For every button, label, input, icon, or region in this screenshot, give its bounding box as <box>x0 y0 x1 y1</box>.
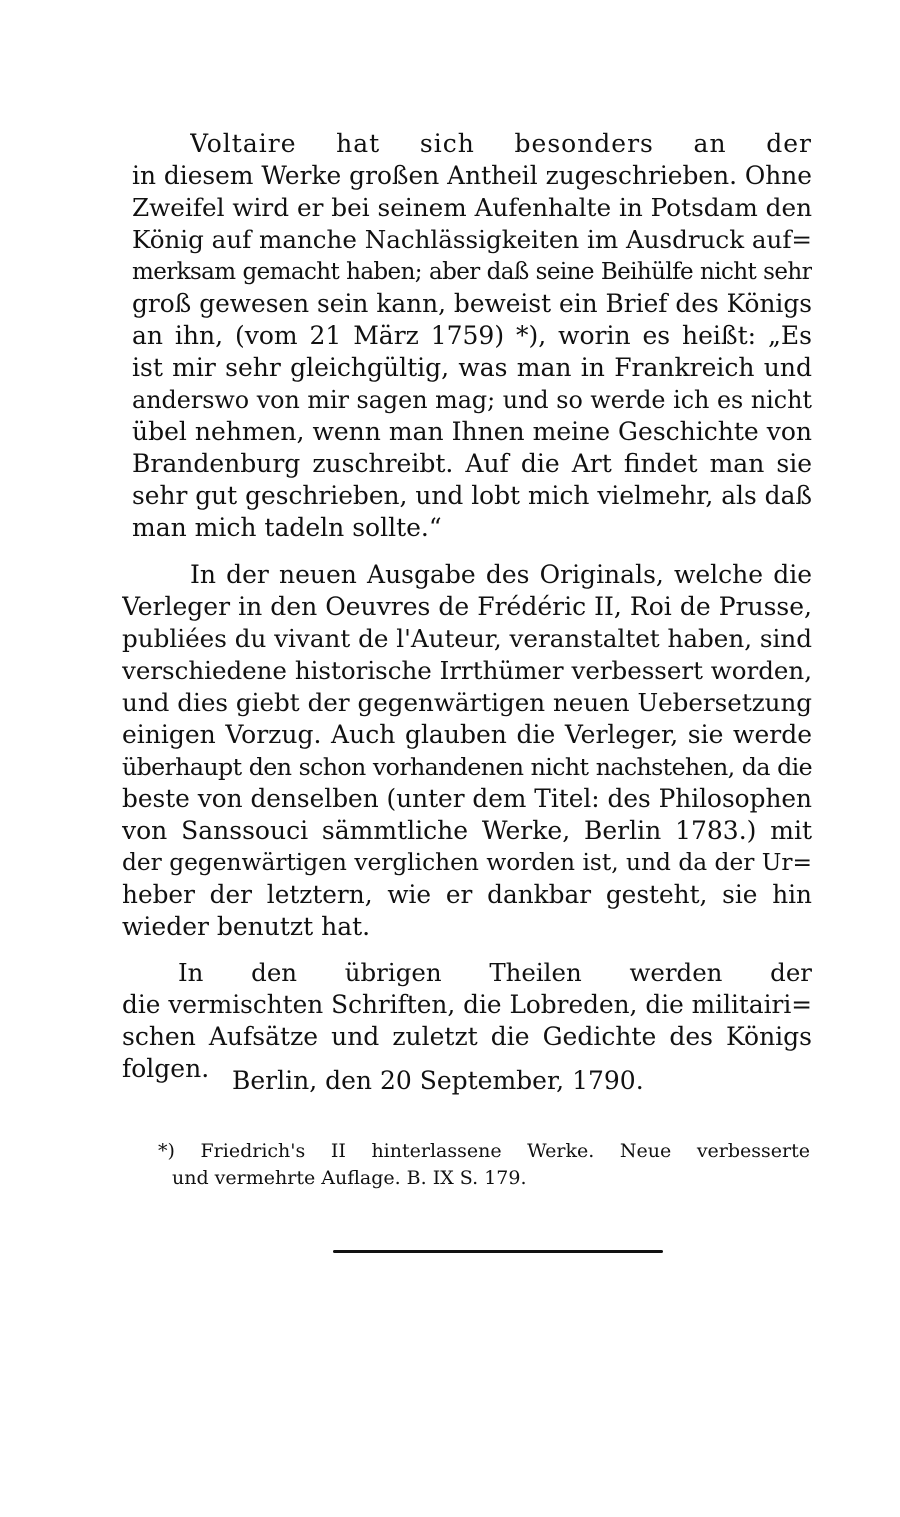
dateline: Berlin, den 20 September, 1790. <box>232 1066 644 1095</box>
text-line: die vermischten Schriften, die Lobreden, die militairi= <box>122 990 812 1019</box>
text-line: In den übrigen Theilen werden der <box>178 958 812 987</box>
text-line: merksam gemacht haben; aber daß seine Beihülfe nicht sehr <box>132 259 812 285</box>
text-line: in diesem Werke großen Antheil zugeschrieben. Ohne <box>132 161 812 190</box>
text-line: an ihn, (vom 21 März 1759) *), worin es heißt: „Es <box>132 321 812 350</box>
text-line: Verleger in den Oeuvres de Frédéric II, Roi de Prusse, <box>122 592 812 621</box>
text-line: In der neuen Ausgabe des Originals, welche die <box>190 560 812 589</box>
text-line: anderswo von mir sagen mag; und so werde ich es nicht <box>132 386 812 414</box>
text-line: einigen Vorzug. Auch glauben die Verleger, sie werde <box>122 720 812 749</box>
text-line: Voltaire hat sich besonders an der <box>190 129 812 158</box>
closing-rule <box>333 1250 663 1253</box>
text-line: König auf manche Nachlässigkeiten im Ausdruck auf= <box>132 225 812 254</box>
footnote-line: und vermehrte Auflage. B. IX S. 179. <box>172 1167 527 1189</box>
text-line: heber der letztern, wie er dankbar gesteht, sie hin <box>122 880 812 909</box>
text-line: verschiedene historische Irrthümer verbessert worden, <box>122 656 812 685</box>
text-line: und dies giebt der gegenwärtigen neuen Uebersetzung <box>122 688 812 717</box>
text-line: wieder benutzt hat. <box>122 912 371 941</box>
text-line: groß gewesen sein kann, beweist ein Brief des Königs <box>132 289 812 318</box>
text-line: schen Aufsätze und zuletzt die Gedichte des Königs <box>122 1022 812 1051</box>
text-line: ist mir sehr gleichgültig, was man in Frankreich und <box>132 353 812 382</box>
text-line: von Sanssouci sämmtliche Werke, Berlin 1783.) mit <box>122 816 812 845</box>
text-line: Zweifel wird er bei seinem Aufenhalte in Potsdam den <box>132 193 812 222</box>
text-line: überhaupt den schon vorhandenen nicht nachstehen, da die <box>122 753 812 781</box>
footnote-line: *) Friedrich's II hinterlassene Werke. Neue verbesserte <box>158 1140 810 1162</box>
text-line: Brandenburg zuschreibt. Auf die Art findet man sie <box>132 449 812 478</box>
text-line: publiées du vivant de l'Auteur, veranstaltet haben, sind <box>122 624 812 653</box>
text-line: übel nehmen, wenn man Ihnen meine Geschichte von <box>132 417 812 446</box>
text-line: man mich tadeln sollte.“ <box>132 513 442 542</box>
text-line: sehr gut geschrieben, und lobt mich vielmehr, als daß <box>132 481 812 510</box>
text-line: folgen. <box>122 1054 210 1083</box>
text-line: beste von denselben (unter dem Titel: des Philosophen <box>122 784 812 813</box>
text-line: der gegenwärtigen verglichen worden ist, und da der Ur= <box>122 849 812 876</box>
